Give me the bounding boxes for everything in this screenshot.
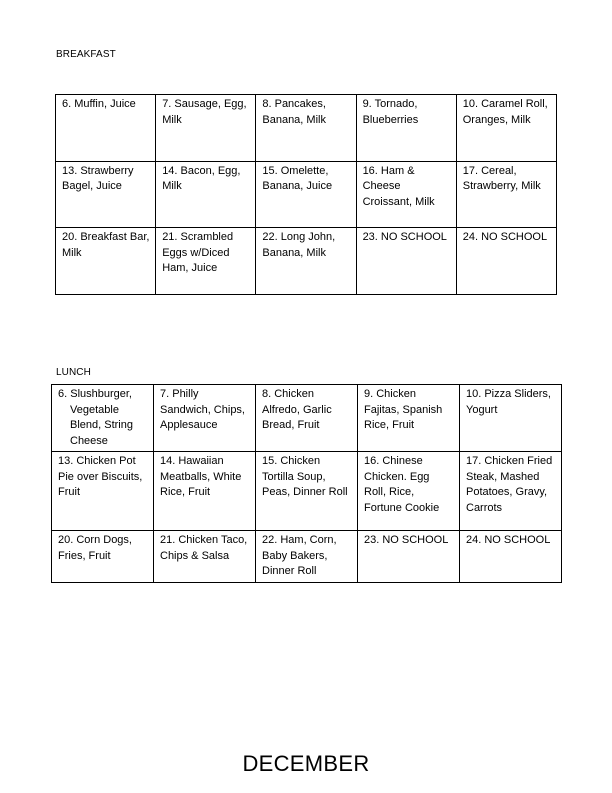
menu-cell: 20. Corn Dogs, Fries, Fruit xyxy=(52,531,154,583)
menu-cell: 21. Chicken Taco, Chips & Salsa xyxy=(154,531,256,583)
menu-cell: 22. Ham, Corn, Baby Bakers, Dinner Roll xyxy=(256,531,358,583)
table-row xyxy=(56,228,557,295)
breakfast-menu-table xyxy=(55,94,557,295)
menu-cell: 24. NO SCHOOL xyxy=(456,228,556,295)
menu-cell: 10. Pizza Sliders, Yogurt xyxy=(460,385,562,452)
menu-cell: 20. Breakfast Bar, Milk xyxy=(56,228,156,295)
menu-cell xyxy=(52,385,154,452)
menu-cell: 23. NO SCHOOL xyxy=(358,531,460,583)
menu-cell: 9. Tornado, Blueberries xyxy=(356,95,456,162)
breakfast-section-label: BREAKFAST xyxy=(56,49,116,60)
menu-cell: 13. Strawberry Bagel, Juice xyxy=(56,161,156,228)
menu-cell: 9. Chicken Fajitas, Spanish Rice, Fruit xyxy=(358,385,460,452)
menu-cell: 22. Long John, Banana, Milk xyxy=(256,228,356,295)
menu-cell: 17. Chicken Fried Steak, Mashed Potatoes, Gravy, Carrots xyxy=(460,452,562,531)
table-row xyxy=(52,385,562,452)
menu-cell: 8. Chicken Alfredo, Garlic Bread, Fruit xyxy=(256,385,358,452)
menu-cell: 6. Muffin, Juice xyxy=(56,95,156,162)
lunch-section-label: LUNCH xyxy=(56,367,91,378)
menu-cell: 16. Chinese Chicken. Egg Roll, Rice, Fortune Cookie xyxy=(358,452,460,531)
menu-cell: 15. Omelette, Banana, Juice xyxy=(256,161,356,228)
month-title: DECEMBER xyxy=(242,751,370,776)
menu-cell: 24. NO SCHOOL xyxy=(460,531,562,583)
menu-cell: 23. NO SCHOOL xyxy=(356,228,456,295)
menu-cell: 16. Ham & Cheese Croissant, Milk xyxy=(356,161,456,228)
menu-cell: 14. Bacon, Egg, Milk xyxy=(156,161,256,228)
menu-cell: 7. Philly Sandwich, Chips, Applesauce xyxy=(154,385,256,452)
menu-cell: 17. Cereal, Strawberry, Milk xyxy=(456,161,556,228)
menu-cell: 10. Caramel Roll, Oranges, Milk xyxy=(456,95,556,162)
menu-cell: 14. Hawaiian Meatballs, White Rice, Fruit xyxy=(154,452,256,531)
menu-cell: 8. Pancakes, Banana, Milk xyxy=(256,95,356,162)
table-row xyxy=(52,531,562,583)
menu-cell: 15. Chicken Tortilla Soup, Peas, Dinner Roll xyxy=(256,452,358,531)
table-row xyxy=(52,452,562,531)
menu-cell: 7. Sausage, Egg, Milk xyxy=(156,95,256,162)
table-row xyxy=(56,95,557,162)
menu-cell: 21. Scrambled Eggs w/Diced Ham, Juice xyxy=(156,228,256,295)
table-row xyxy=(56,161,557,228)
lunch-menu-table xyxy=(51,384,562,583)
menu-cell-text: 6. Slushburger, Vegetable Blend, String Cheese xyxy=(58,388,133,447)
menu-cell: 13. Chicken Pot Pie over Biscuits, Fruit xyxy=(52,452,154,531)
